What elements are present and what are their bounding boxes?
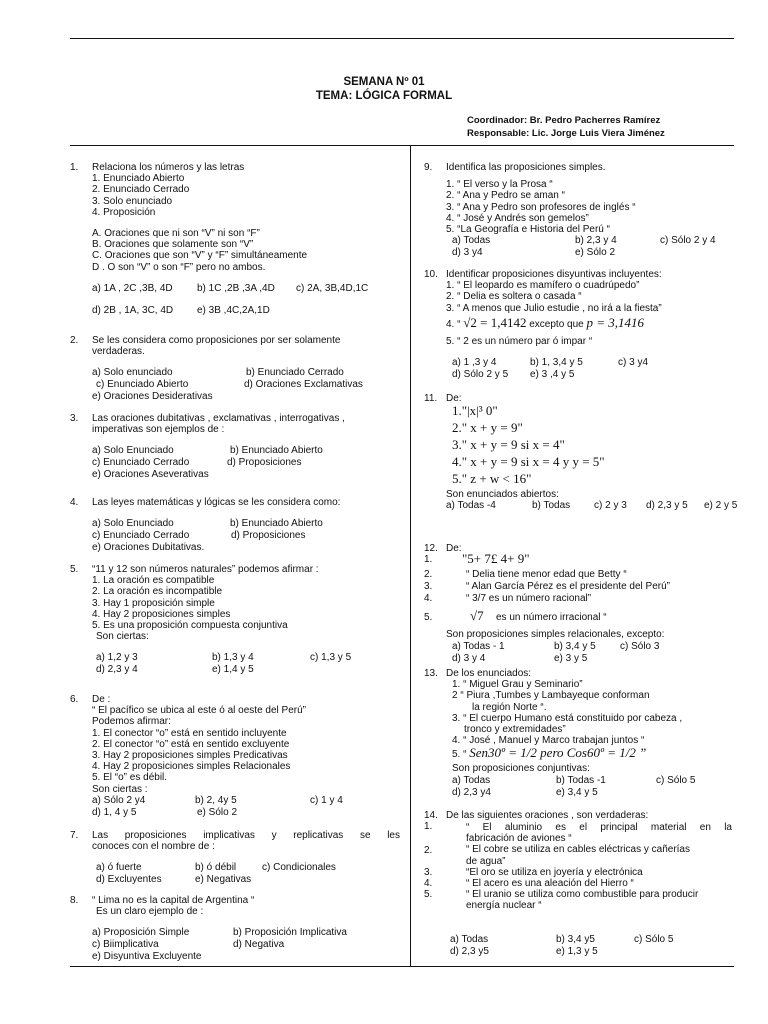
option-c: c) 3 y4 bbox=[618, 356, 649, 368]
option-a: a) Solo Enunciado bbox=[92, 518, 174, 530]
item-number: 3. bbox=[424, 867, 433, 878]
option-a: a) Todas bbox=[452, 774, 491, 786]
option-b: b) 3,4 y5 bbox=[556, 934, 595, 945]
option-e: e) Oraciones Dubitativas. bbox=[92, 542, 205, 554]
list-item: C. Oraciones que son “V” y “F” simultáneamente bbox=[92, 250, 308, 262]
list-item: “ El uranio se utiliza como combustible para producir bbox=[466, 889, 699, 901]
item-prefix: 5. “ bbox=[452, 749, 467, 761]
question-6 bbox=[70, 694, 400, 819]
option-b: b) Proposición Implicativa bbox=[233, 927, 347, 939]
option-d: d) 3 y 4 bbox=[452, 653, 486, 665]
option-e: e) 3B ,4C,2A,1D bbox=[197, 304, 270, 316]
math-item: 1."|x|³ 0" bbox=[452, 403, 498, 419]
option-c: c) Condicionales bbox=[262, 862, 336, 874]
option-a: a) Todas bbox=[452, 235, 491, 247]
option-e: e) 1,3 y 5 bbox=[556, 946, 598, 957]
option-c: c) Sólo 5 bbox=[656, 774, 696, 786]
list-item: 5. El “o” es débil. bbox=[92, 772, 168, 784]
question-3 bbox=[70, 413, 400, 481]
option-a: a) 1,2 y 3 bbox=[96, 652, 138, 664]
question-ask: Son enunciados abiertos: bbox=[446, 489, 559, 501]
math-expression: √7 bbox=[470, 608, 484, 624]
question-number: 10. bbox=[424, 269, 438, 280]
math-expression: √2 = 1,4142 bbox=[463, 314, 527, 330]
option-a: a) Todas bbox=[450, 934, 489, 945]
list-item: tronco y extremidades” bbox=[464, 723, 566, 735]
math-item: 4." x + y = 9 si x = 4 y y = 5" bbox=[452, 454, 605, 470]
list-item: 2. “ Delia es soltera o casada “ bbox=[446, 291, 582, 303]
option-e: e) Negativas bbox=[195, 874, 252, 886]
option-a: a) Sólo 2 y4 bbox=[92, 794, 146, 806]
option-b: b) Todas bbox=[532, 500, 571, 512]
question-number: 4. bbox=[70, 497, 79, 508]
option-a: a) 1A , 2C ,3B, 4D bbox=[92, 282, 173, 294]
list-item: 3. Hay 1 proposición simple bbox=[92, 597, 215, 609]
option-b: b) 1C ,2B ,3A ,4D bbox=[197, 282, 275, 294]
list-item: 4. Proposición bbox=[92, 206, 156, 218]
list-item: “ El aluminio es el principal material en la bbox=[466, 822, 732, 833]
list-item: B. Oraciones que solamente son “V” bbox=[92, 239, 254, 251]
option-c: c) Sólo 5 bbox=[634, 934, 674, 945]
item-number: 2. bbox=[424, 845, 433, 856]
question-number: 9. bbox=[424, 162, 433, 173]
question-12 bbox=[424, 543, 734, 665]
math-item: 2." x + y = 9" bbox=[452, 420, 523, 436]
question-number: 2. bbox=[70, 335, 79, 346]
list-item: 4. “ José y Andrés son gemelos” bbox=[446, 212, 589, 224]
option-c: c) 2 y 3 bbox=[594, 500, 627, 512]
question-stem: Las leyes matemáticas y lógicas se les considera como: bbox=[92, 497, 341, 508]
responsible: Responsable: Lic. Jorge Luis Viera Jiménez bbox=[467, 128, 665, 139]
list-item: 2. El conector “o” está en sentido excluyente bbox=[92, 738, 290, 750]
list-item: es un número irracional “ bbox=[496, 612, 607, 624]
option-c: c) 1 y 4 bbox=[310, 794, 343, 806]
header-rule bbox=[70, 145, 734, 146]
list-item: 4. Hay 2 proposiciones simples bbox=[92, 608, 231, 620]
option-b: b) Enunciado Cerrado bbox=[246, 367, 344, 379]
question-stem: Relaciona los números y las letras bbox=[92, 162, 245, 173]
list-item: “ El acero es una aleación del Hierro “ bbox=[466, 877, 634, 889]
option-c: c) 2A, 3B,4D,1C bbox=[296, 282, 369, 294]
question-number: 7. bbox=[70, 830, 79, 841]
question-ask: Son proposiciones conjuntivas: bbox=[452, 763, 590, 775]
list-item: D . O son “V” o son “F” pero no ambos. bbox=[92, 261, 266, 273]
question-10 bbox=[424, 269, 734, 381]
question-number: 1. bbox=[70, 162, 79, 173]
question-number: 12. bbox=[424, 543, 438, 554]
option-a: a) ó fuerte bbox=[96, 862, 142, 874]
option-b: b) Todas -1 bbox=[556, 774, 606, 786]
list-item: A. Oraciones que ni son “V” ni son “F” bbox=[92, 227, 260, 239]
question-number: 5. bbox=[70, 564, 79, 575]
option-d: d) Proposiciones bbox=[227, 457, 302, 469]
question-stem: Las proposiciones implicativas y replicativas se les bbox=[92, 830, 400, 841]
bottom-rule bbox=[70, 966, 734, 967]
option-d: d) Oraciones Exclamativas bbox=[244, 379, 363, 391]
option-e: e) 3,4 y 5 bbox=[556, 786, 598, 798]
item-number: 3. bbox=[424, 581, 433, 593]
list-item: “El oro se utiliza en joyería y electrónica bbox=[466, 866, 643, 878]
week-title: SEMANA Nº 01 bbox=[343, 76, 425, 88]
question-ask: Son proposiciones simples relacionales, excepto: bbox=[446, 629, 665, 641]
list-item: 3. “ El cuerpo Humano está constituido por cabeza , bbox=[452, 712, 683, 724]
question-stem: “11 y 12 son números naturales” podemos afirmar : bbox=[92, 564, 319, 575]
list-item: 1. La oración es compatible bbox=[92, 575, 215, 587]
option-d: d) 3 y4 bbox=[452, 247, 483, 259]
question-stem: imperativas son ejemplos de : bbox=[92, 424, 225, 436]
question-stem: De: bbox=[446, 543, 462, 554]
option-e: e) Sólo 2 bbox=[197, 806, 238, 818]
math-item: 3." x + y = 9 si x = 4" bbox=[452, 437, 565, 453]
option-a: a) Solo Enunciado bbox=[92, 445, 174, 457]
item-number: 5. bbox=[424, 612, 433, 624]
question-8 bbox=[70, 895, 400, 963]
option-e: e) 2 y 5 bbox=[704, 500, 738, 512]
list-item: 1. “ El leopardo es mamífero o cuadrúpedo” bbox=[446, 280, 640, 292]
list-item: 3. Solo enunciado bbox=[92, 195, 173, 207]
list-item: 5. “La Geografía e Historia del Perú “ bbox=[446, 223, 610, 235]
list-item: “ El cobre se utiliza en cables eléctricas y cañerías bbox=[466, 844, 690, 856]
quoted-statement: “ El pacífico se ubica al este ó al oeste del Perú” bbox=[92, 705, 307, 717]
question-stem: conoces con el nombre de : bbox=[92, 841, 215, 853]
list-item: 4. Hay 2 proposiciones simples Relacionales bbox=[92, 761, 291, 773]
option-e: e) Disyuntiva Excluyente bbox=[92, 951, 202, 963]
option-c: c) Enunciado Cerrado bbox=[92, 530, 190, 542]
question-stem: De las siguientes oraciones , son verdaderas: bbox=[446, 810, 649, 821]
option-a: a) Todas -4 bbox=[446, 500, 496, 512]
option-e: e) Sólo 2 bbox=[575, 247, 616, 259]
list-item: fabricación de aviones “ bbox=[466, 833, 572, 845]
option-d: d) 2,3 y 4 bbox=[96, 664, 138, 676]
list-item: 2. Enunciado Cerrado bbox=[92, 184, 190, 196]
list-item: 4. “ José , Manuel y Marco trabajan juntos “ bbox=[452, 735, 645, 747]
question-ask: Son ciertas: bbox=[96, 631, 149, 643]
question-lead: Podemos afirmar: bbox=[92, 716, 171, 728]
option-d: d) Negativa bbox=[233, 939, 285, 951]
question-stem: Las oraciones dubitativas , exclamativas , interrogativas , bbox=[92, 413, 345, 424]
list-item: energía nuclear “ bbox=[466, 900, 542, 912]
option-d: d) Proposiciones bbox=[231, 530, 306, 542]
list-item: 2. “ Ana y Pedro se aman “ bbox=[446, 190, 565, 202]
option-d: d) Sólo 2 y 5 bbox=[452, 368, 509, 380]
list-item: “ Alan García Pérez es el presidente del Perú” bbox=[466, 581, 670, 593]
list-item: 3. Hay 2 proposiciones simples Predicativas bbox=[92, 749, 288, 761]
option-d: d) 2B , 1A, 3C, 4D bbox=[92, 304, 174, 316]
question-stem: Identificar proposiciones disyuntivas incluyentes: bbox=[446, 269, 662, 280]
question-number: 14. bbox=[424, 810, 438, 821]
option-c: c) Enunciado Cerrado bbox=[92, 457, 190, 469]
list-item: la región Norte “. bbox=[472, 701, 547, 713]
list-item: 2. La oración es incompatible bbox=[92, 586, 223, 598]
option-a: a) Todas - 1 bbox=[452, 641, 505, 653]
option-e: e) 3 ,4 y 5 bbox=[530, 368, 575, 380]
option-e: e) Oraciones Aseverativas bbox=[92, 469, 209, 481]
question-number: 3. bbox=[70, 413, 79, 424]
item-number: 4. bbox=[424, 878, 433, 889]
list-item: 3. “ Ana y Pedro son profesores de inglés “ bbox=[446, 201, 636, 213]
list-item: de agua” bbox=[466, 855, 506, 867]
question-ask: Son ciertas : bbox=[92, 783, 148, 795]
question-stem: Identifica las proposiciones simples. bbox=[446, 162, 606, 173]
item-number: 1. bbox=[424, 821, 433, 833]
question-4 bbox=[70, 497, 400, 554]
item-number: 4. bbox=[424, 593, 433, 605]
question-stem: Es un claro ejemplo de : bbox=[96, 906, 204, 918]
question-5 bbox=[70, 564, 400, 676]
topic-title: TEMA: LÓGICA FORMAL bbox=[315, 90, 453, 102]
item-text: excepto que bbox=[529, 318, 584, 330]
question-number: 13. bbox=[424, 668, 438, 679]
question-stem: De los enunciados: bbox=[446, 668, 532, 679]
option-c: c) Biimplicativa bbox=[92, 939, 159, 951]
question-11 bbox=[424, 393, 738, 512]
question-13 bbox=[424, 668, 734, 799]
list-item: 2 “ Piura ,Tumbes y Lambayeque conforman bbox=[452, 690, 650, 702]
list-item: 5. Es una proposición compuesta conjuntiva bbox=[92, 619, 288, 631]
question-stem: De : bbox=[92, 694, 111, 705]
list-item: “ 3/7 es un número racional” bbox=[466, 593, 592, 605]
item-prefix: 4. “ bbox=[446, 318, 461, 330]
list-item bbox=[446, 314, 734, 336]
option-e: e) 3 y 5 bbox=[554, 653, 588, 665]
question-14 bbox=[424, 810, 734, 957]
option-d: d) Excluyentes bbox=[96, 874, 162, 886]
option-b: b) 1,3 y 4 bbox=[212, 652, 254, 664]
question-number: 8. bbox=[70, 895, 79, 906]
item-number: 2. bbox=[424, 569, 433, 581]
question-stem: Se les considera como proposiciones por ser solamente bbox=[92, 335, 341, 346]
option-c: c) 1,3 y 5 bbox=[310, 652, 352, 664]
option-b: b) 3,4 y 5 bbox=[554, 641, 596, 653]
list-item: 3. “ A menos que Julio estudie , no irá a la fiesta” bbox=[446, 302, 662, 314]
option-b: b) ó débil bbox=[195, 862, 237, 874]
column-divider bbox=[410, 146, 411, 966]
list-item: 5. “ 2 es un número par ó impar “ bbox=[446, 335, 593, 347]
question-9 bbox=[424, 162, 734, 259]
option-b: b) 2, 4y 5 bbox=[195, 794, 237, 806]
option-b: b) 1, 3,4 y 5 bbox=[530, 356, 583, 368]
option-b: b) Enunciado Abierto bbox=[230, 445, 323, 457]
question-number: 6. bbox=[70, 694, 79, 705]
option-e: e) Oraciones Desiderativas bbox=[92, 391, 213, 403]
math-item: "5+ 7£ 4+ 9" bbox=[462, 551, 530, 567]
option-d: d) 1, 4 y 5 bbox=[92, 806, 137, 818]
option-a: a) Solo enunciado bbox=[92, 367, 173, 379]
option-c: c) Enunciado Abierto bbox=[96, 379, 189, 391]
option-d: d) 2,3 y 5 bbox=[646, 500, 688, 512]
top-rule bbox=[70, 38, 734, 39]
question-1 bbox=[70, 162, 400, 317]
option-b: b) 2,3 y 4 bbox=[575, 235, 617, 247]
option-c: c) Sólo 3 bbox=[620, 641, 660, 653]
math-item: 5." z + w < 16" bbox=[452, 471, 532, 487]
question-2 bbox=[70, 335, 400, 403]
list-item: “ Delia tiene menor edad que Betty “ bbox=[466, 569, 627, 581]
option-e: e) 1,4 y 5 bbox=[212, 664, 254, 676]
question-stem: De: bbox=[446, 393, 462, 404]
option-a: a) 1 ,3 y 4 bbox=[452, 356, 497, 368]
option-b: b) Enunciado Abierto bbox=[230, 518, 323, 530]
option-a: a) Proposición Simple bbox=[92, 927, 190, 939]
list-item: 1. “ Miguel Grau y Seminario” bbox=[452, 679, 583, 691]
option-d: d) 2,3 y5 bbox=[450, 946, 489, 957]
list-item: 1. El conector “o” está en sentido incluyente bbox=[92, 727, 287, 739]
item-number: 5. bbox=[424, 889, 433, 900]
option-c: c) Sólo 2 y 4 bbox=[660, 235, 716, 247]
question-number: 11. bbox=[424, 393, 438, 404]
list-item: 1. “ El verso y la Prosa “ bbox=[446, 179, 553, 191]
math-expression: Sen30º = 1/2 pero Cos60º = 1/2 ” bbox=[469, 745, 647, 761]
question-7 bbox=[70, 830, 400, 886]
list-item bbox=[452, 746, 734, 763]
option-d: d) 2,3 y4 bbox=[452, 786, 491, 798]
item-number: 1. bbox=[424, 554, 433, 566]
list-item: 1. Enunciado Abierto bbox=[92, 173, 185, 185]
math-expression: p = 3,1416 bbox=[586, 314, 645, 330]
question-stem: “ Lima no es la capital de Argentina “ bbox=[92, 895, 255, 906]
question-stem: verdaderas. bbox=[92, 346, 145, 358]
coordinator: Coordinador: Br. Pedro Pacherres Ramírez bbox=[467, 115, 661, 126]
